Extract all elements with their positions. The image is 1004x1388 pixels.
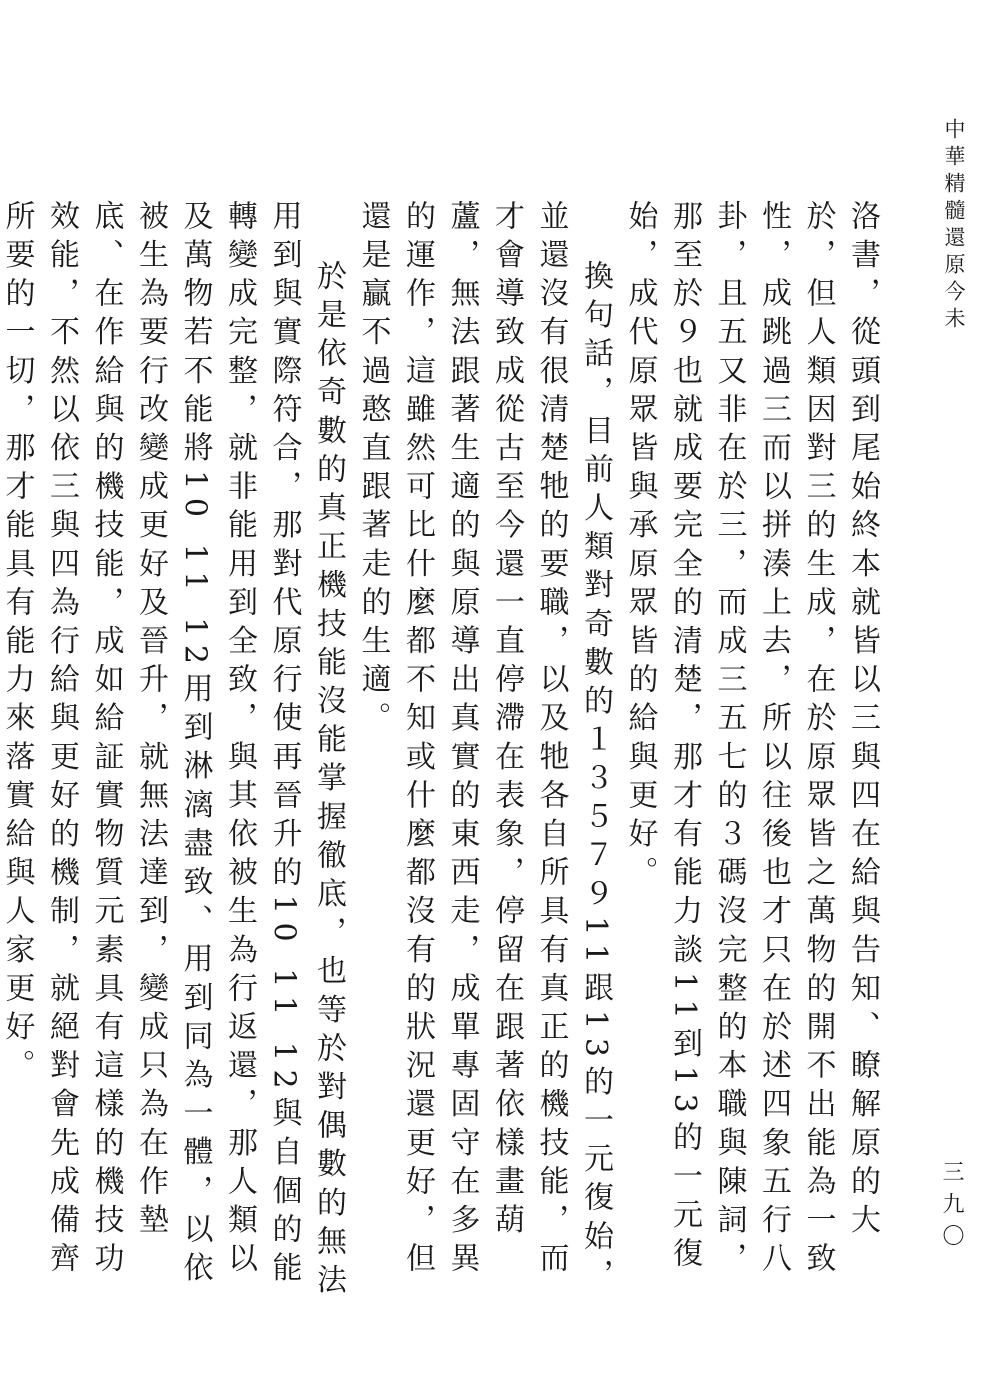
page-number: 三九〇 [939,1160,964,1256]
paragraph-3: 於是依奇數的真正機技能沒能掌握徹底，也等於對偶數的無法用到與實際符合，那對代原行使再晉升的10 11 12與自個的能轉變成完整，就非能用到全致，與其依被生為行返還，那人類以及萬物若不能將10 11 12用到淋漓盡致、用到同為一體，以依被生為要行改變成更好及晉升，就無法達到，變成只為在作墊底、在作給與的機技能，成如給証實物質元素具有這樣的機技功效能，不然以依三與四為行給與更好的機制，就絕對會先成備齊所要的一切，那才能具有能力來落實給與人家更好。 [0,200,346,1303]
running-head-title: 中華精髓還原今未 [942,118,966,334]
paragraph-2: 換句話，目前人類對奇數的１３５７９11跟13的一元復始，並還沒有很清楚牠的要職，以及牠各自所具有真正的機技能，而才會導致成從古至今還一直停滯在表象，停留在跟著依樣畫葫蘆，無法跟著生適的與原導出真實的東西走，成單專固守在多異的運作，這雖然可比什麼都不知或什麼都沒有的狀況還更好，但還是贏不過憨直跟著走的生適。 [355,200,613,1298]
paragraph-1: 洛書，從頭到尾始終本就皆以三與四在給與告知、瞭解原的大於，但人類因對三的生成，在於原眾皆之萬物的開不出能為一致性，成跳過三而以拼湊上去，所以往後也才只在於述四象五行八卦，且五又非在於三，而成三五七的３碼沒完整的本職與陳詞，那至於９也就成要完全的清楚，那才有能力談11到13的一元復始，成代原眾皆與承原眾皆的給與更好。 [622,200,880,1281]
body-text [0,200,884,1310]
